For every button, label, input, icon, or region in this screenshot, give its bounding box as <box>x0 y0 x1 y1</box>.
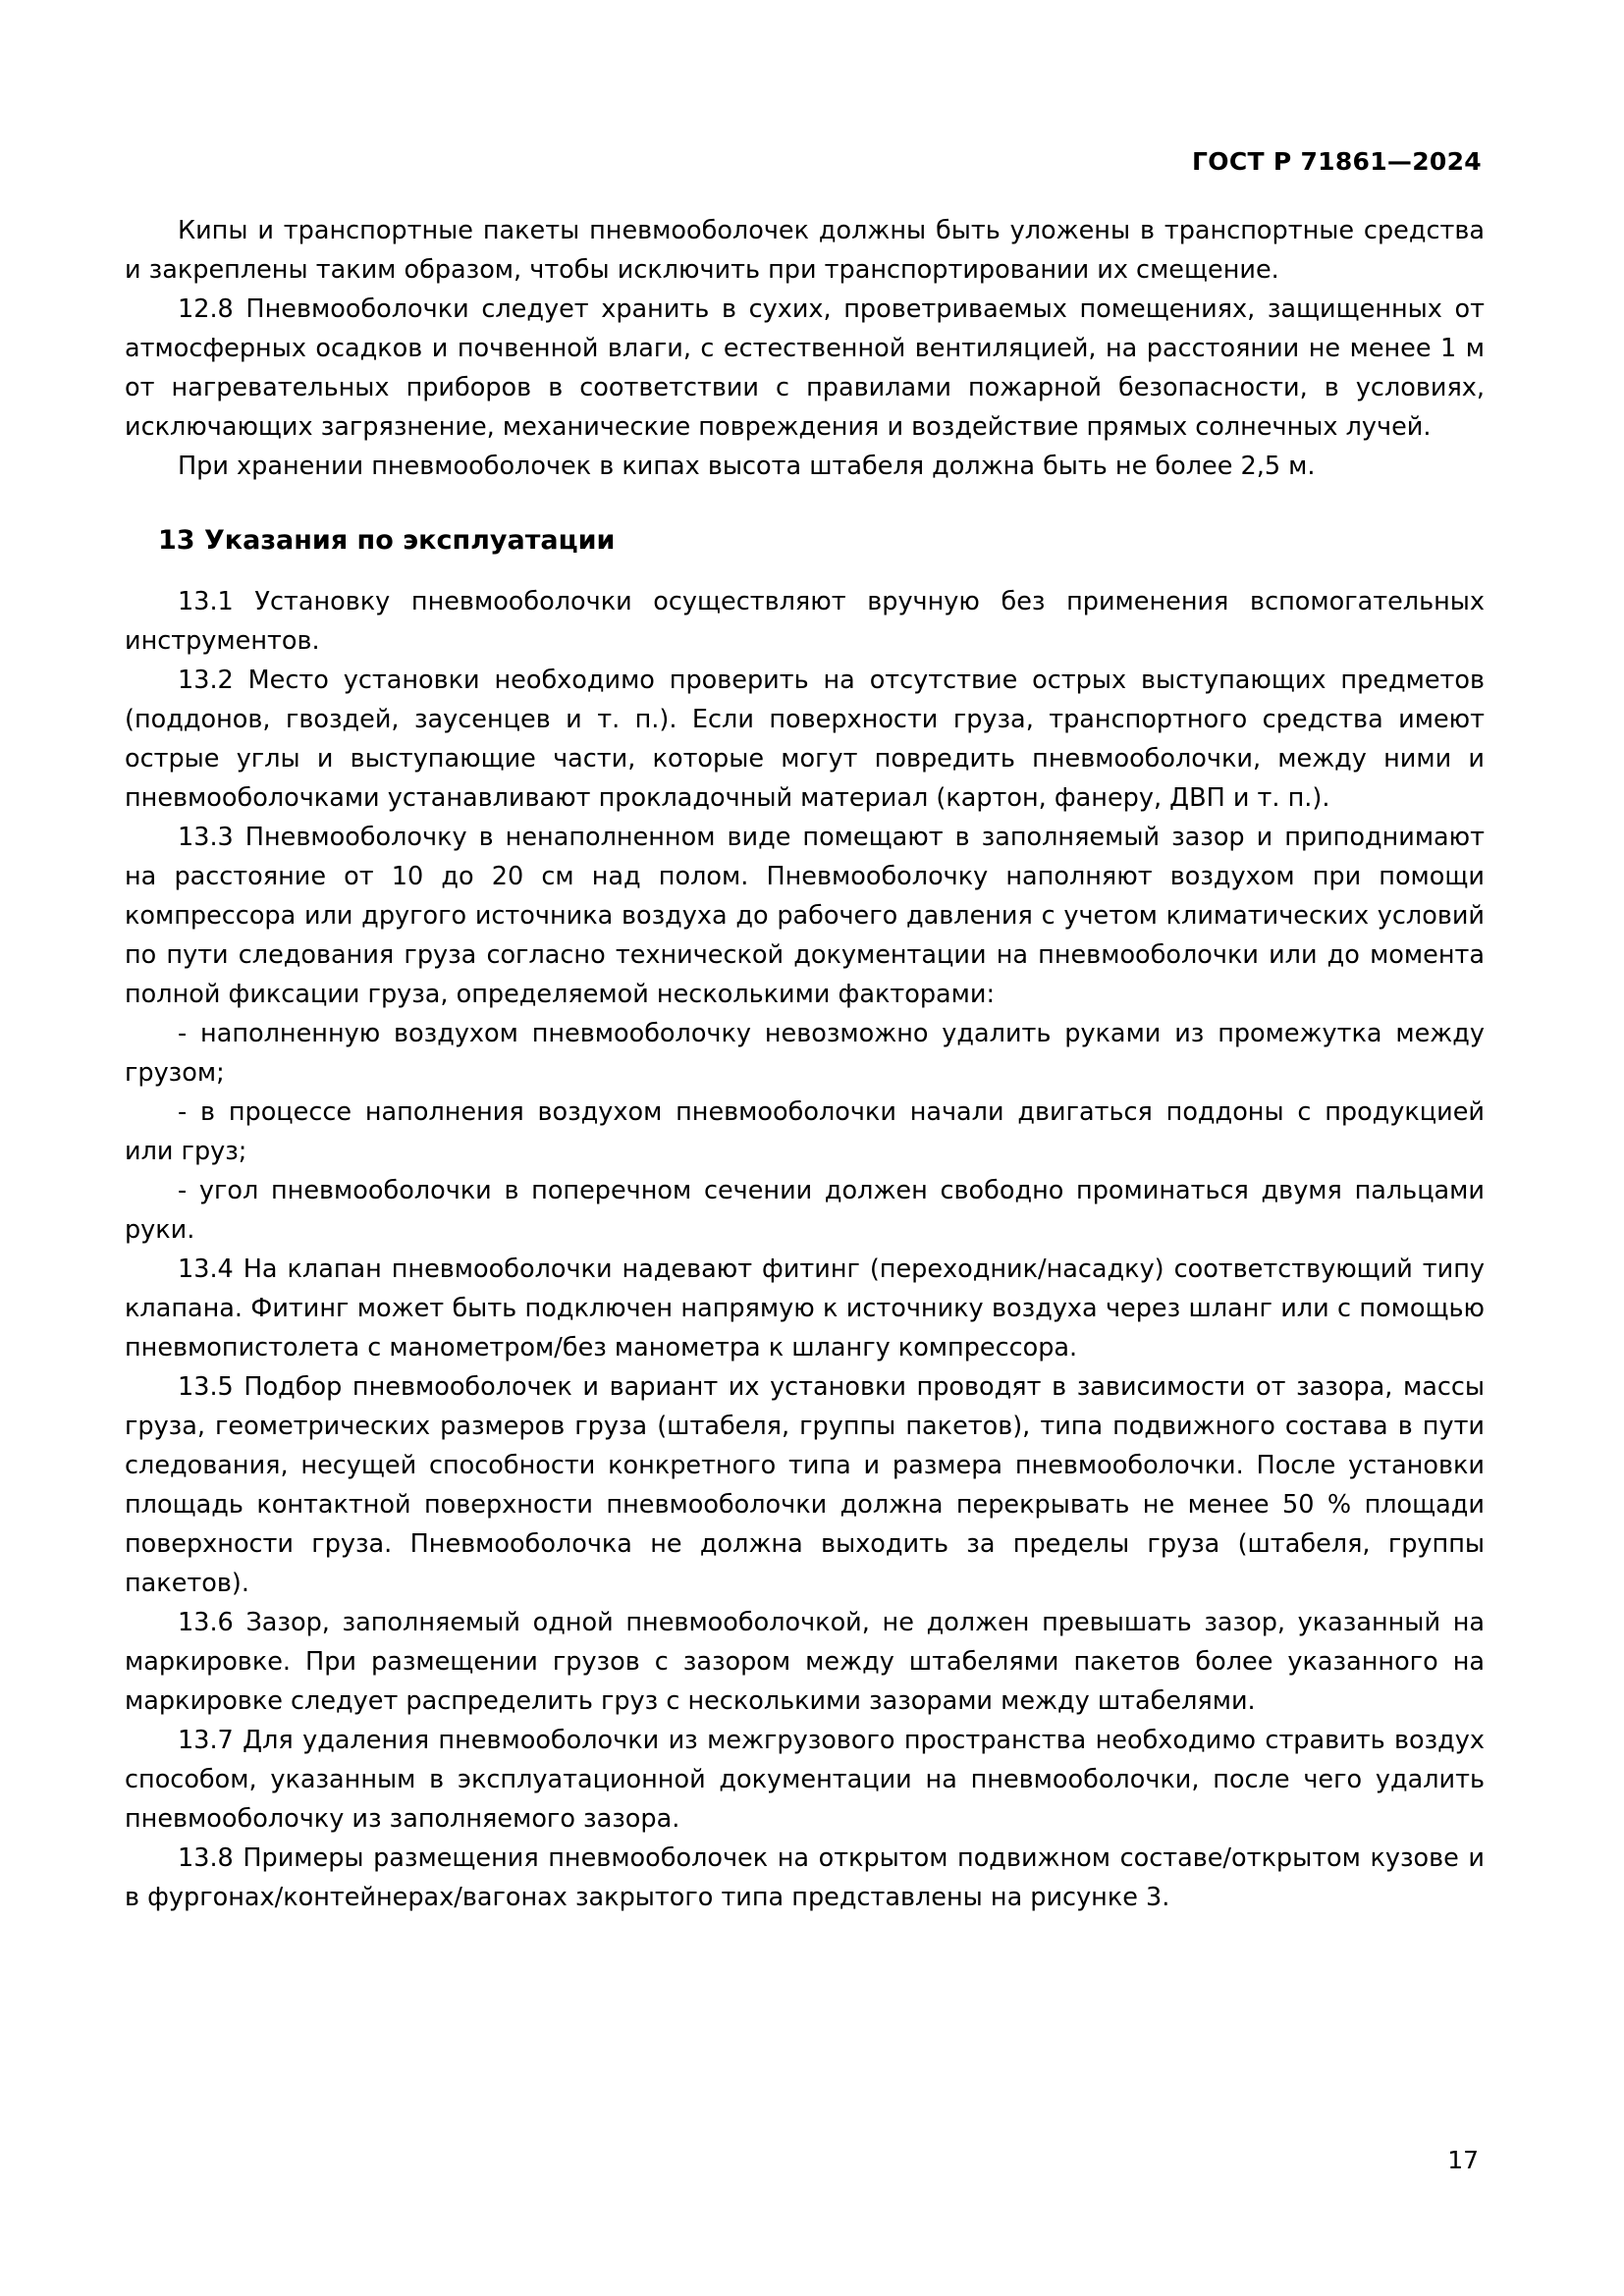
section-title-13: 13 Указания по эксплуатации <box>158 525 616 556</box>
page-body <box>125 211 1485 1917</box>
list-item-13-3-c: - угол пневмооболочки в поперечном сечении должен свободно проминаться двумя пальцами руки. <box>125 1176 1485 1245</box>
page-header-standard-id: ГОСТ Р 71861—2024 <box>1192 147 1482 176</box>
paragraph-13-6: 13.6 Зазор, заполняемый одной пневмооболочкой, не должен превышать зазор, указанный на маркировке. При размещении грузов с зазором между штабелями пакетов более указанного на маркировке следует распределить груз с несколькими зазорами между штабелями. <box>125 1608 1485 1716</box>
paragraph-13-3: 13.3 Пневмооболочку в ненаполненном виде помещают в заполняемый зазор и приподнимают на расстояние от 10 до 20 см над полом. Пневмооболочку наполняют воздухом при помощи компрессора или другого источника воздуха до рабочего давления с учетом климатических условий по пути следования груза согласно технической документации на пневмооболочки или до момента полной фиксации груза, определяемой несколькими факторами: <box>125 823 1485 1009</box>
paragraph-storage-height: При хранении пневмооболочек в кипах высота штабеля должна быть не более 2,5 м. <box>178 452 1316 481</box>
list-item-13-3-b: - в процессе наполнения воздухом пневмооболочки начали двигаться поддоны с продукцией или груз; <box>125 1097 1485 1166</box>
paragraph-12-8: 12.8 Пневмооболочки следует хранить в сухих, проветриваемых помещениях, защищенных от атмосферных осадков и почвенной влаги, с естественной вентиляцией, на расстоянии не менее 1 м от нагревательных приборов в соответствии с правилами пожарной безопасности, в условиях, исключающих загрязнение, механические повреждения и воздействие прямых солнечных лучей. <box>125 294 1485 442</box>
paragraph-13-4: 13.4 На клапан пневмооболочки надевают фитинг (переходник/насадку) соответствующий типу клапана. Фитинг может быть подключен напрямую к источнику воздуха через шланг или с помощью пневмопистолета с манометром/без манометра к шлангу компрессора. <box>125 1255 1485 1362</box>
paragraph-13-1: 13.1 Установку пневмооболочки осуществляют вручную без применения вспомогательных инструментов. <box>125 587 1485 656</box>
paragraph-13-7: 13.7 Для удаления пневмооболочки из межгрузового пространства необходимо стравить воздух способом, указанным в эксплуатационной документации на пневмооболочки, после чего удалить пневмооболочку из заполняемого зазора. <box>125 1726 1485 1834</box>
paragraph-13-5: 13.5 Подбор пневмооболочек и вариант их установки проводят в зависимости от зазора, массы груза, геометрических размеров груза (штабеля, группы пакетов), типа подвижного состава в пути следования, несущей способности конкретного типа и размера пневмооболочки. После установки площадь контактной поверхности пневмооболочки должна перекрывать не менее 50 % площади поверхности груза. Пневмооболочка не должна выходить за пределы груза (штабеля, группы пакетов). <box>125 1372 1485 1598</box>
list-item-13-3-a: - наполненную воздухом пневмооболочку невозможно удалить руками из промежутка между грузом; <box>125 1019 1485 1088</box>
paragraph-intro-1: Кипы и транспортные пакеты пневмооболочек должны быть уложены в транспортные средства и закреплены таким образом, чтобы исключить при транспортировании их смещение. <box>125 216 1485 285</box>
page-number: 17 <box>1447 2146 1479 2174</box>
paragraph-13-8: 13.8 Примеры размещения пневмооболочек на открытом подвижном составе/открытом кузове и в фургонах/контейнерах/вагонах закрытого типа представлены на рисунке 3. <box>125 1843 1485 1912</box>
paragraph-13-2: 13.2 Место установки необходимо проверить на отсутствие острых выступающих предметов (поддонов, гвоздей, заусенцев и т. п.). Если поверхности груза, транспортного средства имеют острые углы и выступающие части, которые могут повредить пневмооболочки, между ними и пневмооболочками устанавливают прокладочный материал (картон, фанеру, ДВП и т. п.). <box>125 666 1485 813</box>
